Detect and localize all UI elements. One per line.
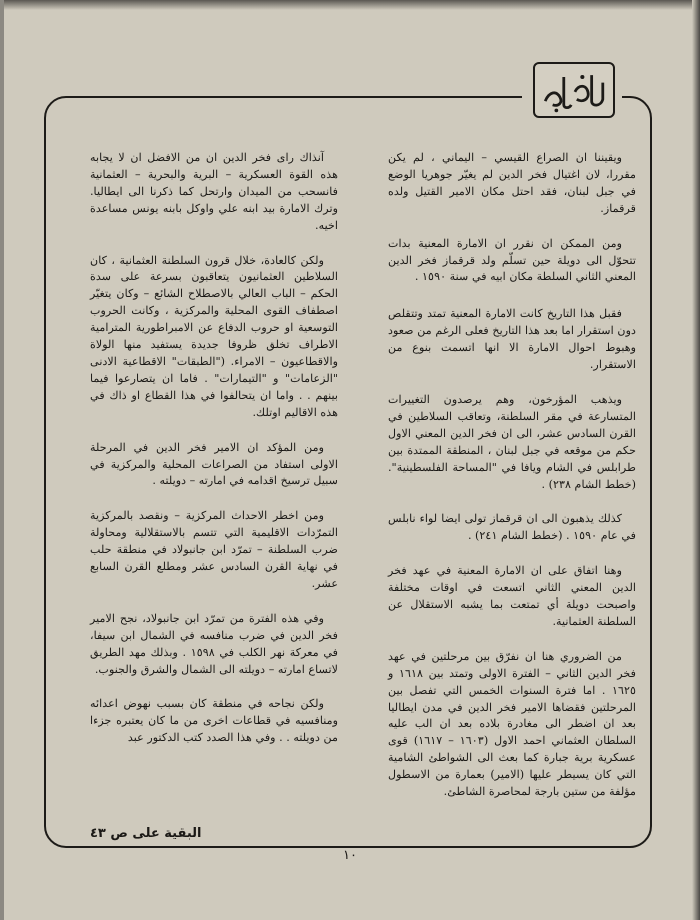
paragraph: ولكن كالعادة، خلال قرون السلطنة العثمانية ، كان السلاطين العثمانيون يتعاقبون بسرعة على سدة الحكم – الباب العالي بالاصطلاح الشائع – وكان يتغيّر اصطفاف القوى المحلية والمركزية ، وكانت الحروب التوسعية او حروب الدفاع عن الامبراطورية المترامية الاطراف تخلق ظروفا جديدة يستفيد منها الولاة والاقطاعيون – الامراء. ("الطبقات" الاقطاعية الادنى "الزعامات" و "التيمارات" . فاما ان يتصارعوا فيما بينهم . . واما ان يتحالفوا في هذا القطاع او ذاك في هذه الاقاليم اوتلك. — [90, 253, 338, 419]
continued-on-page-note: البقية على ص ٤٣ — [90, 826, 202, 841]
paragraph: وفي هذه الفترة من تمرّد ابن جانبولاد، نجح الامير فخر الدين في ضرب منافسه في الشمال ابن سيفا، في معركة نهر الكلب في ١٥٩٨ . وبذلك مهد الطريق لاتساع امارته – دويلته الى الشمال والشرق والجنوب. — [90, 611, 338, 676]
paragraph: وهنا اتفاق على ان الامارة المعنية في عهد فخر الدين المعني الثاني اتسعت في اوقات مختلفة واصبحت دويلة أي تمتعت بما يشبه الاستقلال عن السلطنة العثمانية. — [388, 564, 636, 628]
paragraph: ويقيننا ان الصراع القيسي – اليماني ، لم يكن مقررا، لان اغتيال فخر الدين لم يغيّر جوهريا الوضع في جبل لبنان، فقد احتل مكان الامير القتيل ولده قرقماز. — [388, 151, 636, 215]
scan-edge-left — [0, 0, 4, 920]
paragraph: ومن المؤكد ان الامير فخر الدين في المرحلة الاولى استفاد من الصراعات المحلية والمركزية في سبيل ترسيخ اقدامه في امارته – دويلته . — [90, 440, 338, 488]
paragraph: فقبل هذا التاريخ كانت الامارة المعنية تمتد وتتقلص دون استقرار اما بعد هذا التاريخ فعلى الرغم من صعود وهبوط احوال الامارة الا انها اتسمت بنوع من الاستقرار. — [388, 307, 636, 372]
paragraph: كذلك يذهبون الى ان قرقماز تولى ايضا لواء نابلس في عام ١٥٩٠ . (خطط الشام ٢٤١) . — [388, 512, 636, 543]
paragraph: من الضروري هنا ان نفرّق بين مرحلتين في عهد فخر الدين الثاني – الفترة الاولى وتمتد بين ١٦١٨ و ١٦٢٥ . اما فترة السنوات الخمس التي تفصل بين المرحلتين فقضاها الامير فخر الدين في مدن ايطاليا بعد ان اضطر الى مغادرة بلاده بعد ان الب عليه السلطان العثماني احمد الاول (١٦٠٣ – ١٦١٧) قوى عسكرية برية جبارة كما بعث الى الشواطئ الشامية التي كان يسيطر عليها (الامير) بعمارة من الاسطول مؤلفة من ستين بارجة لمحاصرة الشاطئ. — [388, 649, 636, 799]
scan-edge-top — [0, 0, 700, 10]
paragraph: آنذاك راى فخر الدين ان من الافضل ان لا يجابه هذه القوة العسكرية – البرية والبحرية – العثمانية فانسحب من الميدان وارتحل كما ذكرنا الى ايطاليا. وترك الامارة بيد ابنه علي واوكل بابنه يونس مساعدة اخيه. — [90, 151, 338, 232]
paragraph: ويذهب المؤرخون، وهم يرصدون التغييرات المتسارعة في مقر السلطنة، وتعاقب السلاطين في القرن السادس عشر، الى ان فخر الدين المعني الاول حكم من موقعه في جبل لبنان ، المنطقة الممتدة بين طرابلس في الشام ويافا في "المساحة الفلسطينية". (خطط الشام ٢٣٨) . — [388, 392, 636, 491]
article-column-left — [90, 150, 338, 790]
section-logo — [533, 62, 615, 118]
paragraph: ولكن نجاحه في منطقة كان بسبب نهوض اعدائه ومنافسيه في قطاعات اخرى من ما كان يعتبره جزءا من دويلته . . وفي هذا الصدد كتب الدكتور عبد — [90, 697, 338, 745]
page-number: ١٠ — [343, 848, 357, 863]
calligraphy-logo-icon — [535, 64, 613, 116]
paragraph: ومن اخطر الاحداث المركزية – ونقصد بالمركزية التمرّدات الاقليمية التي تتسم بالاستقلالية ومحاولة ضرب السلطنة – تمرّد ابن جانبولاد في منطقة حلب في نهاية القرن السادس عشر ومطلع القرن السابع عشر. — [90, 509, 338, 590]
article-column-right — [388, 150, 636, 799]
paragraph: ومن الممكن ان نقرر ان الامارة المعنية بدات تتحوّل الى دويلة حين تسلّم ولد قرقماز فخر الدين المعني الثاني السلطة مكان ابيه في سنة ١٥٩٠ . — [388, 236, 636, 284]
scan-edge-right — [692, 0, 700, 920]
